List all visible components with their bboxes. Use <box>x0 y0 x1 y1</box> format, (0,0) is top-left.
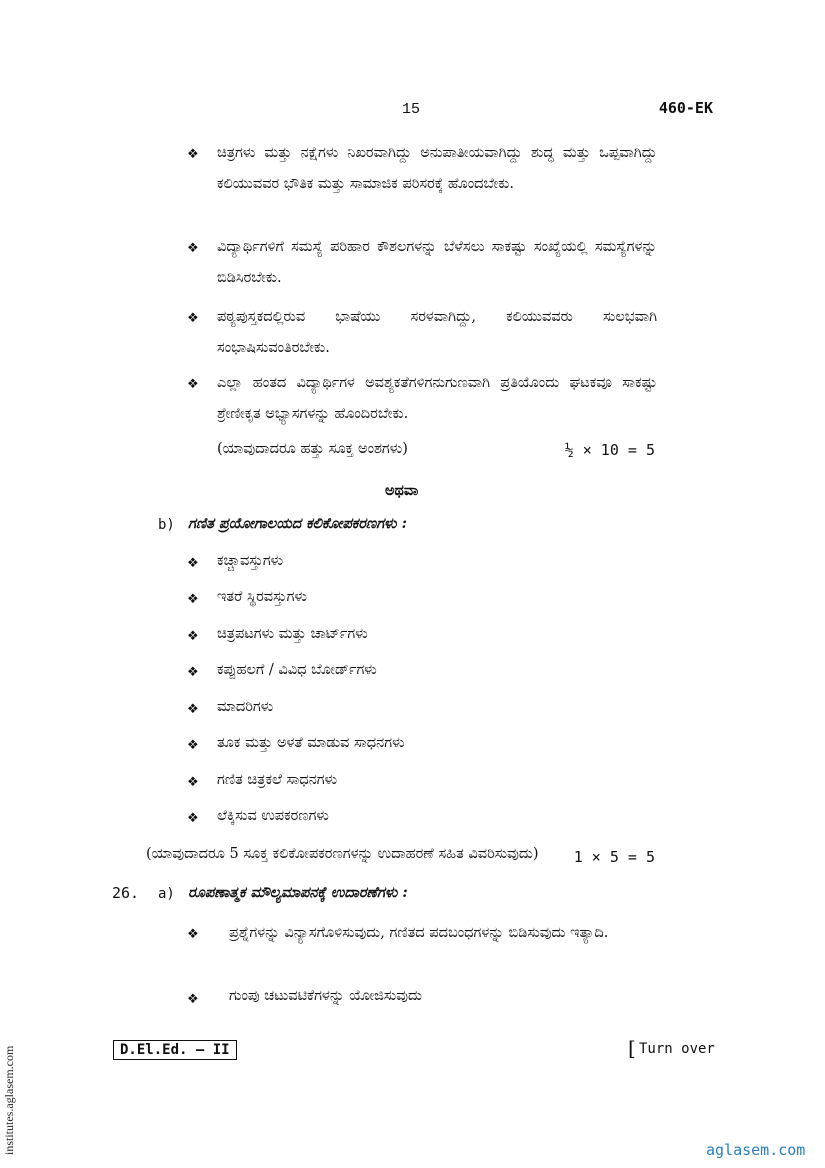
list-item: ಮಾದರಿಗಳು <box>217 699 274 715</box>
question-part-label: a) <box>158 886 175 902</box>
bullet-icon: ❖ <box>187 927 199 942</box>
list-item: ಇತರೆ ಸ್ಥಿರವಸ್ತುಗಳು <box>217 589 307 605</box>
bullet-icon: ❖ <box>187 629 199 644</box>
bullet-icon: ❖ <box>187 147 199 162</box>
list-item: ಕಪ್ಪುಹಲಗೆ / ವಿವಿಧ ಬೋರ್ಡ್‌ಗಳು <box>217 662 377 678</box>
bullet-icon: ❖ <box>187 811 199 826</box>
bullet-icon: ❖ <box>187 556 199 571</box>
bullet-icon: ❖ <box>187 738 199 753</box>
bullet-icon: ❖ <box>187 241 199 256</box>
section-a-note: (ಯಾವುದಾದರೂ ಹತ್ತು ಸೂಕ್ತ ಅಂಶಗಳು) <box>217 441 408 457</box>
section-b-marks: 1 × 5 = 5 <box>573 848 655 866</box>
bullet-icon: ❖ <box>187 992 199 1007</box>
bracket-icon: [ <box>628 1036 636 1060</box>
section-b-label: b) <box>158 517 175 533</box>
section-a-point-1: ಚಿತ್ರಗಳು ಮತ್ತು ನಕ್ಷೆಗಳು ನಿಖರವಾಗಿದ್ದು ಅನುಪಾತೀಯವಾಗಿದ್ದು ಶುದ್ಧ ಮತ್ತು ಒಪ್ಪವಾಗಿದ್ದು ಕಲಿಯುವವರ ಭೌತಿಕ ಮತ್ತು ಸಾಮಾಜಿಕ ಪರಿಸರಕ್ಕೆ ಹೊಂದಬೇಕು. <box>217 145 657 192</box>
section-b-title: ಗಣಿತ ಪ್ರಯೋಗಾಲಯದ ಕಲಿಕೋಪಕರಣಗಳು : <box>188 515 407 532</box>
question-26-title: ರೂಪಣಾತ್ಮಕ ಮೌಲ್ಯಮಾಪನಕ್ಕೆ ಉದಾರಣೆಗಳು : <box>188 884 408 901</box>
bullet-icon: ❖ <box>187 592 199 607</box>
bullet-icon: ❖ <box>187 665 199 680</box>
bullet-icon: ❖ <box>187 311 199 326</box>
list-item: ಚಿತ್ರಪಟಗಳು ಮತ್ತು ಚಾರ್ಟ್‌ಗಳು <box>217 626 368 642</box>
section-a-point-2: ವಿದ್ಯಾರ್ಥಿಗಳಿಗೆ ಸಮಸ್ಯೆ ಪರಿಹಾರ ಕೌಶಲಗಳನ್ನು ಬೆಳೆಸಲು ಸಾಕಷ್ಟು ಸಂಖ್ಯೆಯಲ್ಲಿ ಸಮಸ್ಯೆಗಳನ್ನು ಬಿಡಿಸಿರಬೇಕು. <box>217 239 657 286</box>
turn-over-text: Turn over <box>639 1041 715 1057</box>
section-a-marks: ½ × 10 = 5 <box>564 441 655 459</box>
section-a-point-3: ಪಠ್ಯಪುಸ್ತಕದಲ್ಲಿರುವ ಭಾಷೆಯು ಸರಳವಾಗಿದ್ದು, ಕಲಿಯುವವರು ಸುಲಭವಾಗಿ ಸಂಭಾಷಿಸುವಂತಿರಬೇಕು. <box>217 309 657 356</box>
list-item: ಕಚ್ಚಾವಸ್ತುಗಳು <box>217 553 284 569</box>
section-b-note: (ಯಾವುದಾದರೂ 5 ಸೂಕ್ತ ಕಲಿಕೋಪಕರಣಗಳನ್ನು ಉದಾಹರಣೆ ಸಹಿತ ವಿವರಿಸುವುದು) <box>146 846 539 862</box>
list-item: ಲೆಕ್ಕಿಸುವ ಉಪಕರಣಗಳು <box>217 808 329 824</box>
bullet-icon: ❖ <box>187 702 199 717</box>
course-code-box: D.El.Ed. – II <box>113 1040 237 1060</box>
paper-code: 460-EK <box>658 99 713 117</box>
or-divider: ಅಥವಾ <box>385 482 419 499</box>
section-a-point-4: ಎಲ್ಲಾ ಹಂತದ ವಿದ್ಯಾರ್ಥಿಗಳ ಅವಶ್ಯಕತೆಗಳಿಗನುಗುಣವಾಗಿ ಪ್ರತಿಯೊಂದು ಘಟಕವೂ ಸಾಕಷ್ಟು ಶ್ರೇಣೀಕೃತ ಅಭ್ಯಾಸಗಳನ್ನು ಹೊಂದಿರಬೇಕು. <box>217 375 657 422</box>
bullet-icon: ❖ <box>187 775 199 790</box>
watermark: aglasem.com <box>706 1141 806 1159</box>
question-26-point-2: ಗುಂಪು ಚಟುವಟಿಕೆಗಳನ್ನು ಯೋಜಿಸುವುದು <box>229 988 423 1004</box>
question-number: 26. <box>112 884 140 902</box>
list-item: ತೂಕ ಮತ್ತು ಅಳತೆ ಮಾಡುವ ಸಾಧನಗಳು <box>217 735 405 751</box>
bullet-icon: ❖ <box>187 377 199 392</box>
question-26-point-1: ಪ್ರಶ್ನೆಗಳನ್ನು ವಿನ್ಯಾಸಗೊಳಿಸುವುದು, ಗಣಿತದ ಪದಬಂಧಗಳನ್ನು ಬಿಡಿಸುವುದು ಇತ್ಯಾದಿ. <box>229 925 609 941</box>
list-item: ಗಣಿತ ಚಿತ್ರಕಲೆ ಸಾಧನಗಳು <box>217 772 338 788</box>
page-number: 15 <box>402 101 421 118</box>
side-url-text: institutes.aglasem.com <box>2 1045 16 1155</box>
